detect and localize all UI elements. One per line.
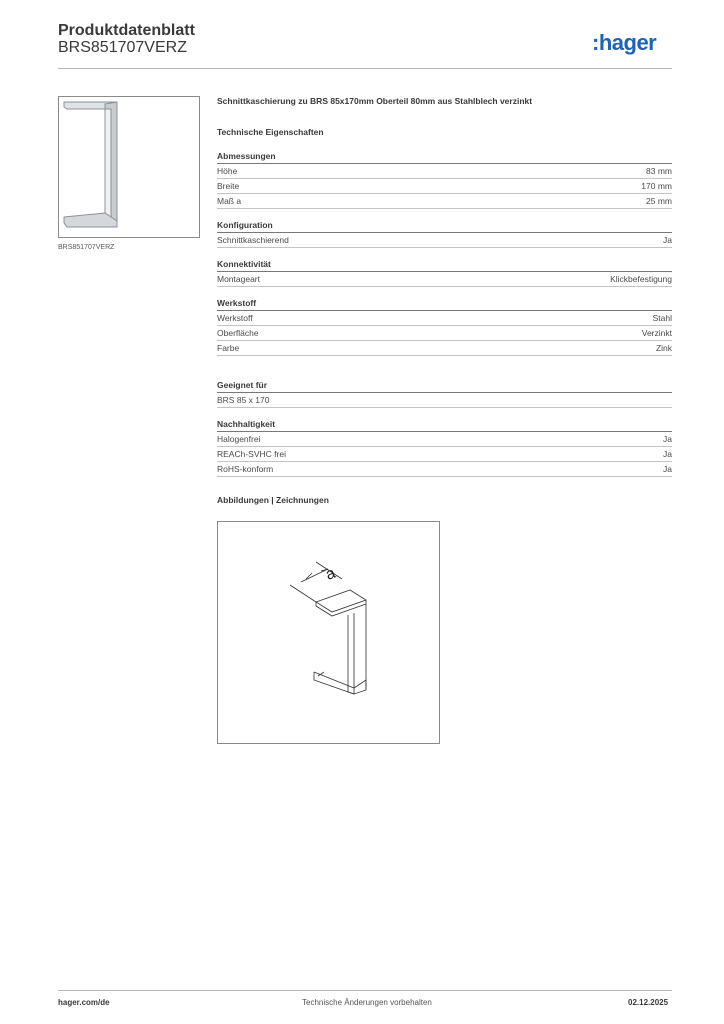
spec-value: 83 mm — [646, 166, 672, 176]
product-details — [217, 96, 672, 505]
spec-value: Klickbefestigung — [610, 274, 672, 284]
spec-value: Ja — [663, 235, 672, 245]
spec-value: 25 mm — [646, 196, 672, 206]
section-title: Geeignet für — [217, 380, 672, 393]
spec-label: RoHS-konform — [217, 464, 274, 474]
footer-divider — [58, 990, 672, 991]
section-title: Nachhaltigkeit — [217, 419, 672, 432]
spec-row — [217, 194, 672, 209]
dimension-drawing — [218, 522, 439, 743]
spec-value: Stahl — [652, 313, 672, 323]
product-thumbnail — [58, 96, 200, 238]
spec-label: Farbe — [217, 343, 240, 353]
spec-label: BRS 85 x 170 — [217, 395, 270, 405]
footer-notice: Technische Änderungen vorbehalten — [302, 998, 432, 1007]
section-abmessungen — [217, 151, 672, 209]
section-title: Abmessungen — [217, 151, 672, 164]
technical-heading: Technische Eigenschaften — [217, 127, 324, 137]
section-geeignet-fuer — [217, 380, 672, 408]
spec-value: 170 mm — [641, 181, 672, 191]
spec-value: Ja — [663, 449, 672, 459]
footer-website: hager.com/de — [58, 998, 110, 1007]
spec-label: Breite — [217, 181, 240, 191]
spec-label: Werkstoff — [217, 313, 253, 323]
spec-row — [217, 393, 672, 408]
hager-logo-text: :hager — [592, 30, 657, 55]
spec-label: Schnittkaschierend — [217, 235, 289, 245]
product-image — [59, 97, 199, 237]
page-title: Produktdatenblatt — [58, 22, 195, 39]
spec-row — [217, 447, 672, 462]
dimension-extension-line — [290, 585, 316, 602]
spec-row — [217, 179, 672, 194]
spec-row — [217, 164, 672, 179]
spec-value: Ja — [663, 434, 672, 444]
section-spacer — [217, 367, 672, 380]
hager-logo — [592, 30, 674, 58]
spec-row — [217, 462, 672, 477]
section-title: Konfiguration — [217, 220, 672, 233]
section-title: Werkstoff — [217, 298, 672, 311]
section-konfiguration — [217, 220, 672, 248]
spec-row — [217, 341, 672, 356]
thumbnail-caption: BRS851707VERZ — [58, 244, 115, 251]
spec-row — [217, 272, 672, 287]
spec-row — [217, 233, 672, 248]
spec-value: Verzinkt — [641, 328, 672, 338]
top-flange — [316, 590, 366, 612]
section-konnektivitaet — [217, 259, 672, 287]
footer-date: 02.12.2025 — [628, 998, 669, 1007]
spec-label: Oberfläche — [217, 328, 259, 338]
header-divider — [58, 68, 672, 69]
bottom-flange — [314, 672, 366, 690]
spec-label: Maß a — [217, 196, 242, 206]
drawings-heading: Abbildungen | Zeichnungen — [217, 495, 329, 505]
spec-label: Montageart — [217, 274, 260, 284]
vertical-web-edge — [348, 615, 354, 694]
product-description: Schnittkaschierung zu BRS 85x170mm Oberteil 80mm aus Stahlblech verzinkt — [217, 96, 533, 106]
spec-value: Ja — [663, 464, 672, 474]
product-code: BRS851707VERZ — [58, 39, 187, 56]
technical-drawing — [217, 521, 440, 744]
section-werkstoff — [217, 298, 672, 356]
spec-row — [217, 326, 672, 341]
vertical-web — [354, 604, 366, 694]
spec-label: Höhe — [217, 166, 238, 176]
section-nachhaltigkeit — [217, 419, 672, 477]
spec-value: Zink — [655, 343, 672, 353]
spec-row — [217, 311, 672, 326]
spec-label: REACh-SVHC frei — [217, 449, 286, 459]
dimension-label: a — [323, 564, 338, 584]
spec-label: Halogenfrei — [217, 434, 261, 444]
spec-row — [217, 432, 672, 447]
section-title: Konnektivität — [217, 259, 672, 272]
